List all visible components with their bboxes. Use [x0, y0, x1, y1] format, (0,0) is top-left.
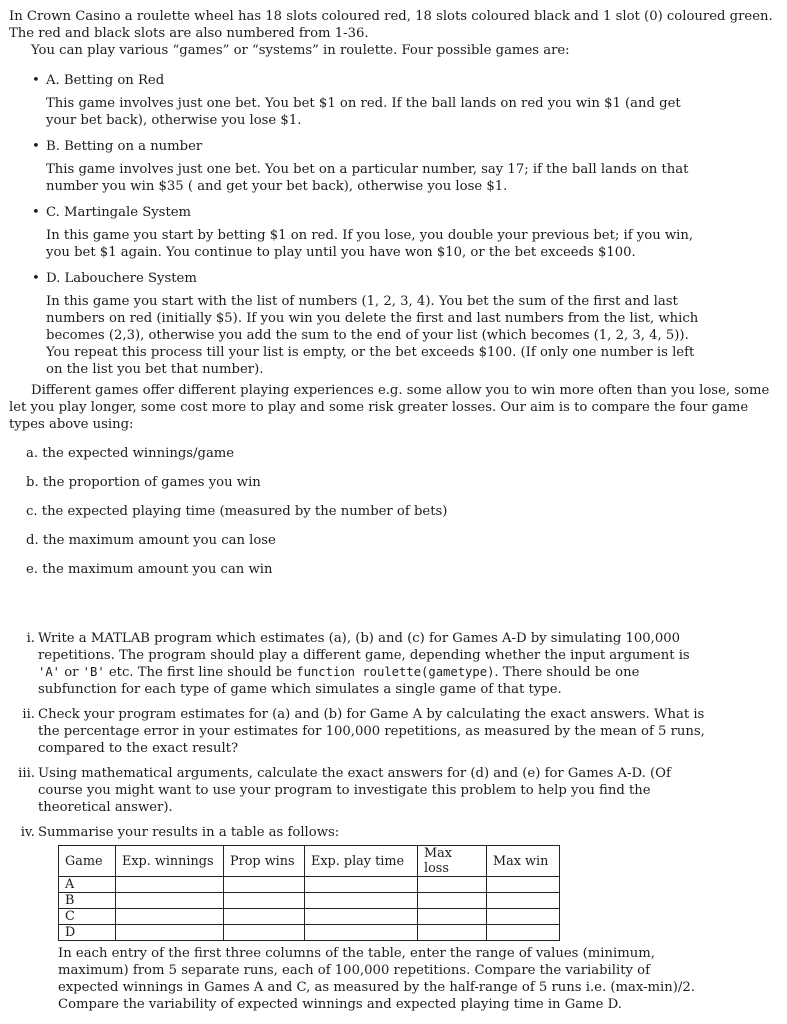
- table-cell: [418, 925, 487, 941]
- table-cell: [116, 909, 224, 925]
- criteria-item: e. the maximum amount you can win: [26, 562, 273, 577]
- intro: [9, 8, 779, 59]
- game-title: C. Martingale System: [46, 205, 192, 220]
- game-item: [32, 72, 752, 129]
- game-cell: B: [59, 893, 116, 909]
- table-cell: [487, 909, 560, 925]
- table-cell: [305, 925, 418, 941]
- summary-table: [58, 845, 560, 941]
- table-cell: [487, 893, 560, 909]
- game-title: A. Betting on Red: [46, 73, 165, 88]
- code-literal: 'B': [82, 665, 105, 679]
- table-cell: [487, 925, 560, 941]
- table-cell: [418, 877, 487, 893]
- task-number: iii.: [18, 766, 35, 781]
- task-text: Using mathematical arguments, calculate the exact answers for (d) and (e) for Games A-D. (Of course you might want to use your program to investigate this problem to help you find the theoretical answer).: [38, 766, 671, 815]
- bullet-icon: •: [32, 139, 40, 154]
- table-row: [59, 925, 560, 941]
- bullet-icon: •: [32, 205, 40, 220]
- table-cell: [224, 925, 305, 941]
- game-description: In this game you start with the list of numbers (1, 2, 3, 4). You bet the sum of the first and last numbers on red (initially $5). If you win you delete the first and last numbers from the list, which becomes (2,3), otherwise you add the sum to the end of your list (which becomes (1, 2, 3, 4, 5)). You repeat this process till your list is empty, or the bet exceeds $100. (If only one number is left on the list you bet that number).: [46, 294, 699, 377]
- table-cell: [305, 877, 418, 893]
- game-item: [32, 138, 752, 195]
- table-row: [59, 877, 560, 893]
- column-header: Exp. play time: [305, 846, 418, 877]
- task-text: Write a MATLAB program which estimates (a), (b) and (c) for Games A-D by simulating 100,000 repetitions. The program should play a different game, depending whether the input argument is: [38, 631, 690, 663]
- task-text: . There should be one subfunction for each type of game which simulates a single game of that type.: [38, 665, 640, 697]
- code-literal: 'A': [38, 665, 61, 679]
- game-cell: D: [59, 925, 116, 941]
- table-cell: [418, 893, 487, 909]
- intro-paragraph: In Crown Casino a roulette wheel has 18 slots coloured red, 18 slots coloured black and 1 slot (0) coloured green. The red and black slots are also numbered from 1-36.: [9, 9, 773, 41]
- table-cell: [116, 925, 224, 941]
- task-text: or: [60, 665, 83, 680]
- game-cell: A: [59, 877, 116, 893]
- table-cell: [224, 909, 305, 925]
- bullet-icon: •: [32, 271, 40, 286]
- game-description: This game involves just one bet. You bet on a particular number, say 17; if the ball lands on that number you win $35 ( and get your bet back), otherwise you lose $1.: [46, 162, 689, 194]
- criteria-item: b. the proportion of games you win: [26, 475, 261, 490]
- game-description: This game involves just one bet. You bet $1 on red. If the ball lands on red you win $1 (and get your bet back), otherwise you lose $1.: [46, 96, 681, 128]
- table-cell: [305, 909, 418, 925]
- game-item: [32, 204, 752, 261]
- table-cell: [305, 893, 418, 909]
- table-row: [59, 909, 560, 925]
- task-number: ii.: [22, 707, 35, 722]
- table-cell: [224, 877, 305, 893]
- table-cell: [487, 877, 560, 893]
- task-item: [18, 824, 708, 1013]
- game-description: In this game you start by betting $1 on red. If you lose, you double your previous bet; if you win, you bet $1 again. You continue to play until you have won $10, or the bet exceeds $100.: [46, 228, 694, 260]
- bullet-icon: •: [32, 73, 40, 88]
- intro-games-lead: You can play various “games” or “systems” in roulette. Four possible games are:: [31, 43, 570, 58]
- task-item: [18, 630, 708, 698]
- column-header: Game: [59, 846, 116, 877]
- game-list: [32, 72, 752, 387]
- task-number: iv.: [20, 825, 35, 840]
- game-title: B. Betting on a number: [46, 139, 203, 154]
- task-text: Check your program estimates for (a) and (b) for Game A by calculating the exact answers. What is the percentage error in your estimates for 100,000 repetitions, as measured by the mean of 5 runs, compared to the exact result?: [38, 707, 705, 756]
- table-row: [59, 893, 560, 909]
- criteria-item: a. the expected winnings/game: [26, 446, 235, 461]
- task-text: Summarise your results in a table as follows:: [38, 825, 340, 840]
- column-header: Prop wins: [224, 846, 305, 877]
- table-header-row: [59, 846, 560, 877]
- criteria-list: [26, 445, 447, 590]
- column-header: Max win: [487, 846, 560, 877]
- table-cell: [418, 909, 487, 925]
- comparison-paragraph: Different games offer different playing experiences e.g. some allow you to win more often than you lose, some let you play longer, some cost more to play and some risk greater losses. Our aim is to compare the four game types above using:: [9, 383, 770, 432]
- game-item: [32, 270, 752, 378]
- column-header: Exp. winnings: [116, 846, 224, 877]
- column-header: Max loss: [418, 846, 487, 877]
- task-item: [18, 706, 708, 757]
- game-title: D. Labouchere System: [46, 271, 197, 286]
- criteria-item: d. the maximum amount you can lose: [26, 533, 276, 548]
- task-list: [18, 630, 708, 1021]
- table-instructions: In each entry of the first three columns of the table, enter the range of values (minimum, maximum) from 5 separate runs, each of 100,000 repetitions. Compare the variability of expected winnings in Games A and C, as measured by the half-range of 5 runs i.e. (max-min)/2. Compare the variability of expected winnings and expected playing time in Game D.: [58, 946, 695, 1012]
- criteria-item: c. the expected playing time (measured by the number of bets): [26, 504, 448, 519]
- table-cell: [116, 893, 224, 909]
- task-text: etc. The first line should be: [104, 665, 297, 680]
- task-item: [18, 765, 708, 816]
- code-literal: function roulette(gametype): [296, 665, 495, 679]
- table-cell: [224, 893, 305, 909]
- table-cell: [116, 877, 224, 893]
- game-cell: C: [59, 909, 116, 925]
- task-number: i.: [26, 631, 35, 646]
